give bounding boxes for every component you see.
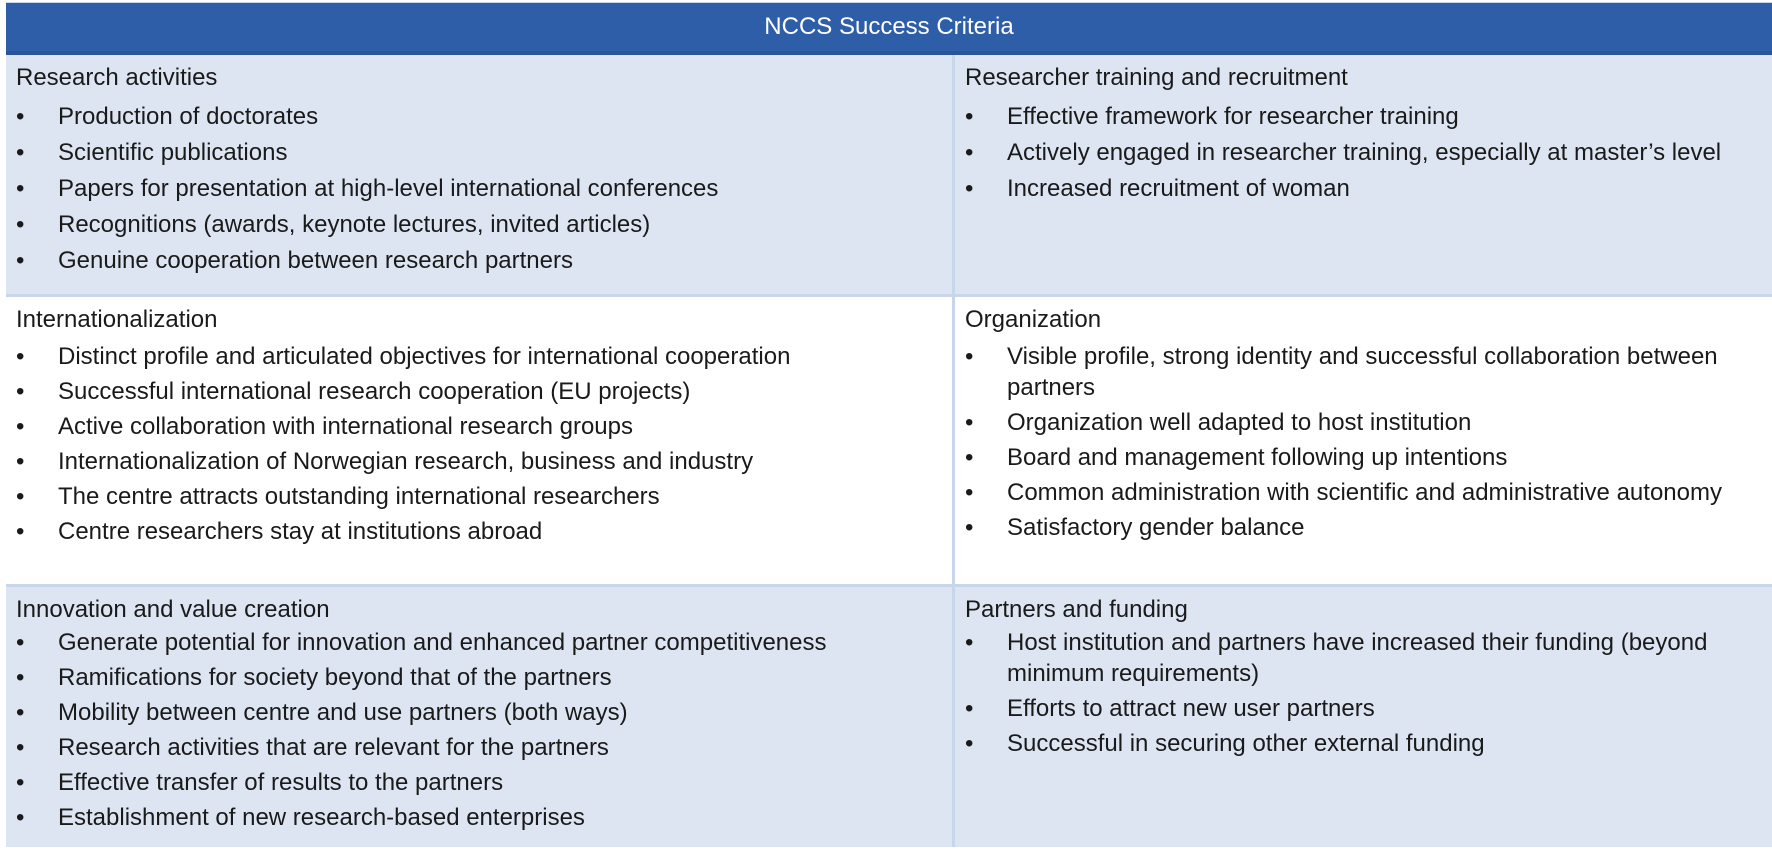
bullet-icon: • [965, 343, 974, 370]
criteria-text: Organization well adapted to host institution [1007, 409, 1472, 436]
criteria-item [16, 662, 942, 693]
bullet-icon: • [16, 175, 25, 202]
criteria-text: Distinct profile and articulated objectives for international cooperation [58, 343, 791, 370]
bullet-icon: • [16, 139, 25, 166]
criteria-text: Increased recruitment of woman [1007, 175, 1350, 202]
table-title: NCCS Success Criteria [764, 13, 1014, 40]
criteria-text: Common administration with scientific and administrative autonomy [1007, 479, 1722, 506]
criteria-item [16, 411, 942, 442]
criteria-item [965, 407, 1762, 438]
criteria-item [965, 627, 1762, 689]
criteria-text: Satisfactory gender balance [1007, 514, 1305, 541]
bullet-icon: • [16, 211, 25, 238]
criteria-text: Mobility between centre and use partners (both ways) [58, 699, 628, 726]
criteria-text: Successful international research cooperation (EU projects) [58, 378, 691, 405]
bullet-icon: • [16, 629, 25, 656]
cell-partners-funding [955, 587, 1772, 847]
criteria-item [16, 209, 942, 240]
criteria-item [16, 137, 942, 168]
cell-heading: Internationalization [16, 306, 218, 333]
criteria-item [16, 697, 942, 728]
criteria-text: Effective framework for researcher training [1007, 103, 1459, 130]
bullet-icon: • [965, 695, 974, 722]
success-criteria-table [6, 2, 1772, 849]
criteria-item [965, 477, 1762, 508]
criteria-text: Successful in securing other external funding [1007, 730, 1485, 757]
cell-internationalization [6, 297, 955, 584]
criteria-text: Production of doctorates [58, 103, 319, 130]
criteria-item [965, 442, 1762, 473]
bullet-icon: • [965, 730, 974, 757]
criteria-item [16, 245, 942, 276]
criteria-text: Scientific publications [58, 139, 288, 166]
criteria-text: Internationalization of Norwegian research, business and industry [58, 448, 754, 475]
bullet-icon: • [16, 699, 25, 726]
criteria-list [965, 101, 1762, 204]
bullet-icon: • [965, 444, 974, 471]
criteria-item [965, 101, 1762, 132]
cell-innovation [6, 587, 955, 847]
criteria-text: Host institution and partners have increased their funding (beyond minimum requirements) [1007, 629, 1708, 687]
cell-organization [955, 297, 1772, 584]
criteria-text: Papers for presentation at high-level international conferences [58, 175, 719, 202]
criteria-text: Efforts to attract new user partners [1007, 695, 1375, 722]
criteria-text: Generate potential for innovation and enhanced partner competitiveness [58, 629, 827, 656]
cell-heading: Partners and funding [965, 596, 1188, 623]
criteria-list [16, 341, 942, 547]
criteria-item [16, 446, 942, 477]
criteria-text: Effective transfer of results to the partners [58, 769, 504, 796]
criteria-text: Centre researchers stay at institutions abroad [58, 518, 543, 545]
bullet-icon: • [16, 804, 25, 831]
bullet-icon: • [16, 483, 25, 510]
criteria-item [965, 341, 1762, 403]
criteria-text: Genuine cooperation between research partners [58, 247, 573, 274]
criteria-text: Research activities that are relevant for the partners [58, 734, 609, 761]
criteria-item [965, 693, 1762, 724]
bullet-icon: • [16, 103, 25, 130]
bullet-icon: • [16, 413, 25, 440]
criteria-item [965, 512, 1762, 543]
criteria-text: Actively engaged in researcher training, especially at master’s level [1007, 139, 1722, 166]
criteria-item [16, 732, 942, 763]
criteria-item [16, 802, 942, 833]
bullet-icon: • [965, 409, 974, 436]
criteria-item [965, 728, 1762, 759]
cell-heading: Innovation and value creation [16, 596, 330, 623]
table-row [6, 297, 1772, 587]
bullet-icon: • [965, 629, 974, 656]
bullet-icon: • [965, 479, 974, 506]
bullet-icon: • [16, 769, 25, 796]
criteria-text: Recognitions (awards, keynote lectures, invited articles) [58, 211, 651, 238]
criteria-text: Active collaboration with international research groups [58, 413, 633, 440]
criteria-item [16, 627, 942, 658]
criteria-text: The centre attracts outstanding international researchers [58, 483, 660, 510]
criteria-item [16, 516, 942, 547]
criteria-list [16, 627, 942, 833]
criteria-list [965, 627, 1762, 759]
bullet-icon: • [16, 247, 25, 274]
criteria-list [16, 101, 942, 276]
criteria-item [965, 173, 1762, 204]
criteria-item [16, 341, 942, 372]
criteria-text: Board and management following up intentions [1007, 444, 1508, 471]
bullet-icon: • [965, 139, 974, 166]
criteria-item [16, 767, 942, 798]
bullet-icon: • [16, 734, 25, 761]
criteria-text: Ramifications for society beyond that of the partners [58, 664, 612, 691]
bullet-icon: • [965, 514, 974, 541]
bullet-icon: • [16, 518, 25, 545]
criteria-item [16, 101, 942, 132]
criteria-text: Visible profile, strong identity and successful collaboration between partners [1007, 343, 1718, 401]
table-row [6, 55, 1772, 297]
cell-heading: Research activities [16, 64, 218, 91]
criteria-item [965, 137, 1762, 168]
criteria-item [16, 376, 942, 407]
cell-research-activities [6, 55, 955, 294]
cell-researcher-training [955, 55, 1772, 294]
criteria-text: Establishment of new research-based enterprises [58, 804, 585, 831]
criteria-item [16, 481, 942, 512]
cell-heading: Organization [965, 306, 1102, 333]
bullet-icon: • [16, 378, 25, 405]
bullet-icon: • [16, 448, 25, 475]
table-row [6, 587, 1772, 847]
criteria-item [16, 173, 942, 204]
cell-heading: Researcher training and recruitment [965, 64, 1348, 91]
bullet-icon: • [965, 103, 974, 130]
bullet-icon: • [965, 175, 974, 202]
bullet-icon: • [16, 664, 25, 691]
table-header [6, 3, 1772, 55]
criteria-list [965, 341, 1762, 543]
bullet-icon: • [16, 343, 25, 370]
